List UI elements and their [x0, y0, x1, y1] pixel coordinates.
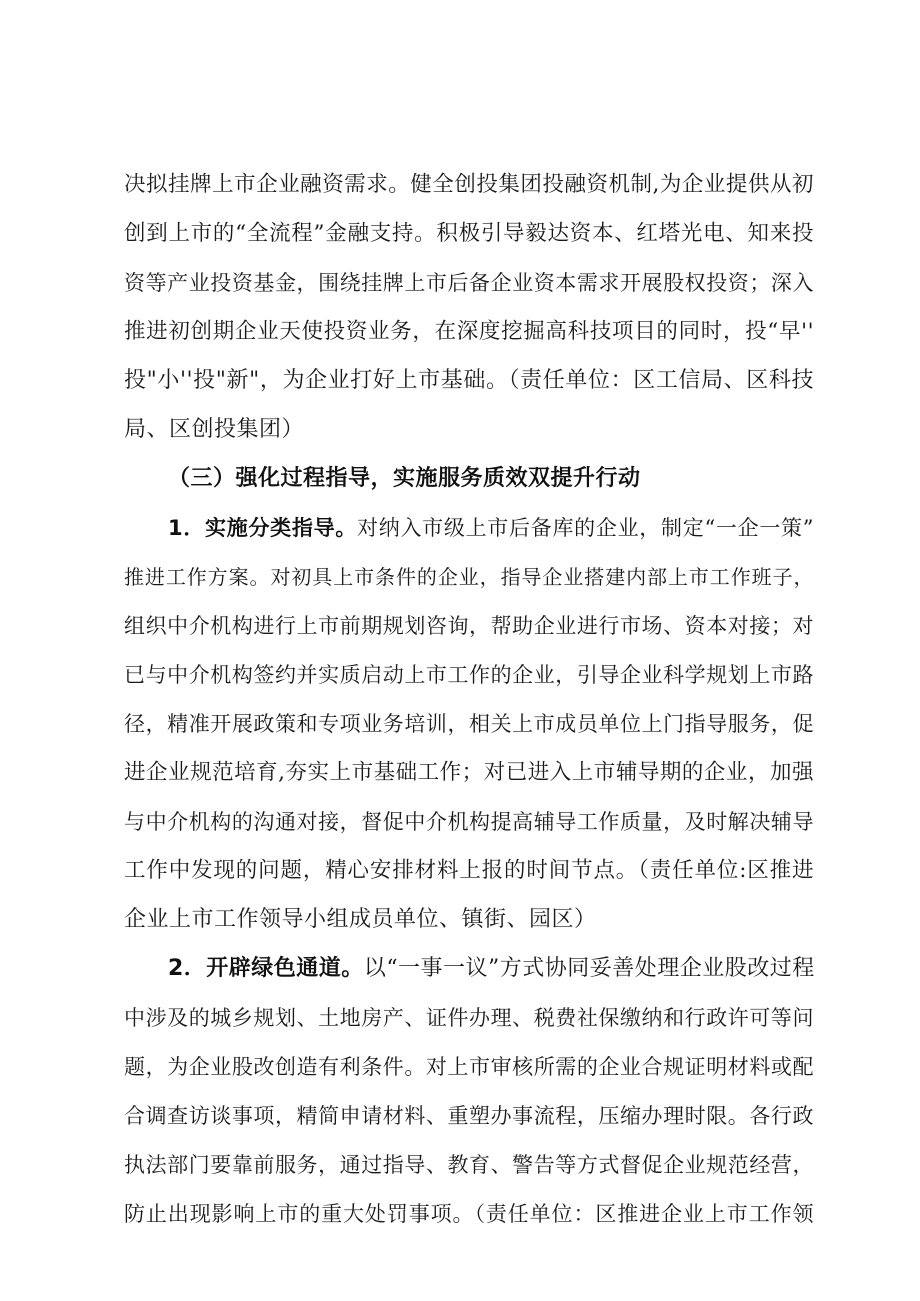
text-line: 与中介机构的沟通对接，督促中介机构提高辅导工作质量，及时解决辅导 [124, 810, 814, 834]
text-line: 已与中介机构签约并实质启动上市工作的企业，引导企业科学规划上市路 [124, 663, 814, 687]
text-line: 决拟挂牌上市企业融资需求。健全创投集团投融资机制,为企业提供从初 [124, 172, 814, 197]
item-first-text: 以“一事一议”方式协同妥善处理企业股改过程 [363, 956, 815, 981]
text-line: 执法部门要靠前服务，通过指导、教育、警告等方式督促企业规范经营， [124, 1153, 814, 1177]
section-heading: （三）强化过程指导，实施服务质效双提升行动 [168, 466, 641, 491]
text-line: 防止出现影响上市的重大处罚事项。（责任单位：区推进企业上市工作领 [124, 1202, 814, 1226]
text-line: 创到上市的“全流程”金融支持。积极引导毅达资本、红塔光电、知来投 [124, 221, 814, 246]
text-line: 径，精准开展政策和专项业务培训，相关上市成员单位上门指导服务，促 [124, 712, 814, 736]
item-first-text: 对纳入市级上市后备库的企业，制定“一企一策” [357, 516, 814, 540]
text-line: 局、区创投集团） [124, 417, 305, 442]
text-line: 中涉及的城乡规划、土地房产、证件办理、税费社保缴纳和行政许可等问 [124, 1006, 814, 1030]
text-line: 题，为企业股改创造有利条件。对上市审核所需的企业合规证明材料或配 [124, 1055, 814, 1079]
item-first-line [168, 508, 814, 548]
item-lead: 2．开辟绿色通道。 [168, 956, 364, 981]
text-line: 工作中发现的问题，精心安排材料上报的时间节点。（责任单位:区推进 [124, 858, 814, 883]
text-line: 推进初创期企业天使投资业务，在深度挖掘高科技项目的同时，投“早'' [124, 319, 814, 344]
item-lead: 1．实施分类指导。 [168, 516, 358, 540]
text-line: 企业上市工作领导小组成员单位、镇街、园区） [124, 907, 597, 932]
item-first-line [168, 949, 814, 989]
text-line: 合调查访谈事项，精简申请材料、重塑办事流程，压缩办理时限。各行政 [124, 1104, 814, 1128]
text-line: 推进工作方案。对初具上市条件的企业，指导企业搭建内部上市工作班子， [124, 565, 814, 589]
text-line: 资等产业投资基金，围绕挂牌上市后备企业资本需求开展股权投资；深入 [124, 271, 814, 295]
text-line: 投"小''投"新"，为企业打好上市基础。（责任单位：区工信局、区科技 [124, 368, 814, 393]
text-line: 组织中介机构进行上市前期规划咨询，帮助企业进行市场、资本对接；对 [124, 614, 814, 638]
text-line: 进企业规范培育,夯实上市基础工作；对已进入上市辅导期的企业，加强 [124, 760, 814, 785]
